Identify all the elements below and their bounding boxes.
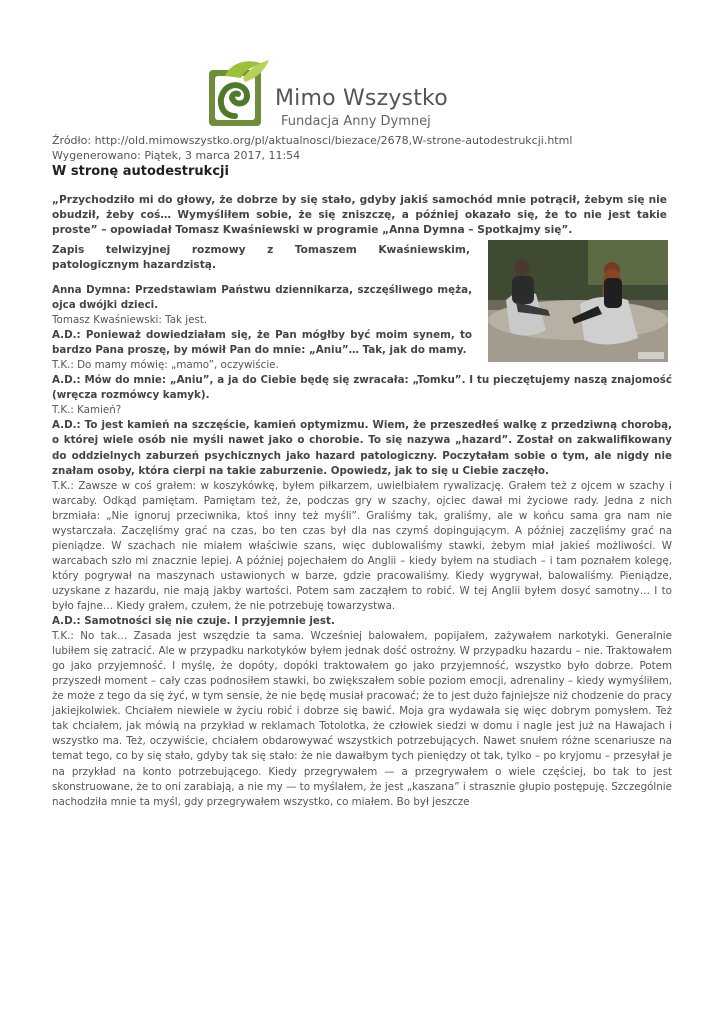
interviewee-line: T.K.: Do mamy mówię: „mamo”, oczywiście. [52,359,279,372]
interviewer-line: A.D.: Ponieważ dowiedziałam się, że Pan mógłby być moim synem, to bardzo Pana proszę, by mówił Pan do mnie: „Aniu”… Tak, jak do mamy. [52,329,472,357]
interviewer-line: A.D.: To jest kamień na szczęście, kamień optymizmu. Wiem, że przeszedłeś walkę z przedziwną chorobą, o której wiele osób nie myśli nawet jako o chorobie. To się nazywa „hazard”. Został on zakwalifikowany do oddzielnych zaburzeń psychicznych jako hazard patologiczny. Poczytałam sobie o tym, ale nigdy nie znałam osoby, która cierpi na takie zaburzenie. Opowiedz, jak to się u Ciebie zaczęło. [52,419,672,477]
article-title: W stronę autodestrukcji [52,164,229,179]
interviewee-line: T.K.: No tak… Zasada jest wszędzie ta sama. Wcześniej balowałem, popijałem, zażywałem narkotyki. Generalnie lubiłem się zatracić. Ale w przypadku narkotyków byłem jednak dość ostrożny. W przypadku hazardu – nie. Traktowałem go jako przyjemność. I myślę, że dopóty, dopóki traktowałem go jako przyjemność, wszystko było dobrze. Potem przyszedł moment – cały czas podnosiłem stawki, bo zwiększałem sobie poziom emocji, adrenaliny – kiedy wymyśliłem, że może z tego da się żyć, w tym sensie, że nie będę musiał pracować; że to jest dużo fajniejsze niż chodzenie do pracy jakiejkolwiek. Chciałem niewiele w życiu robić i dobrze się bawić. Moja gra wydawała się więc dobrym pomysłem. Też tak chciałem, jak mówią na przykład w reklamach Totolotka, że człowiek siedzi w domu i nagle jest już na Hawajach i wszystko ma. Też, oczywiście, chciałem obdarowywać wszystkich potrzebujących. Nawet snułem różne scenariusze na temat tego, co by się stało, gdyby tak się stało: że nie dawałbym tych pieniędzy ot tak, tylko – po kryjomu – przesyłał je na przykład na konto potrzebującego. Kiedy przegrywałem — a przegrywałem o wiele częściej, bo tak to jest skonstruowane, że to oni zarabiają, a nie my — to myślałem, że jest „kaszana” i strasznie głupio postępuję. Szczególnie nachodziła mnie ta myśl, gdy przegrywałem wszystko, co miałem. Bo był jeszcze [52,630,672,808]
interviewer-line: A.D.: Samotności się nie czuje. I przyjemnie jest. [52,615,335,628]
logo-subtitle: Fundacja Anny Dymnej [281,114,431,129]
interview-body [52,283,672,810]
logo [205,56,505,134]
foundation-logo-icon [205,56,271,130]
document-meta [52,133,572,163]
source-url: Źródło: http://old.mimowszystko.org/pl/aktualnosci/biezace/2678,W-strone-autodestrukcji.html [52,134,573,147]
logo-title: Mimo Wszystko [275,86,448,111]
interviewee-line: Tomasz Kwaśniewski: Tak jest. [52,314,208,327]
article-intro: Zapis telwizyjnej rozmowy z Tomaszem Kwaśniewskim, patologicznym hazardzistą. [52,244,470,271]
generated-date: Wygenerowano: Piątek, 3 marca 2017, 11:54 [52,149,301,162]
interviewer-line: Anna Dymna: Przedstawiam Państwu dziennikarza, szczęśliwego męża, ojca dwójki dzieci. [52,284,472,312]
interviewee-line: T.K.: Zawsze w coś grałem: w koszykówkę, byłem piłkarzem, uwielbiałem rywalizację. Grałem też z ojcem w szachy i warcaby. Odkąd pamiętam. Pamiętam też, że, podczas gry w szachy, ojciec dawał mi życiowe rady. Jedna z nich brzmiała: „Nie ignoruj przeciwnika, ktoś inny też myśli”. Graliśmy tak, graliśmy, ale w końcu sama gra nam nie wystarczała. Zaczęliśmy grać na czas, bo ten czas był dla nas czymś dopingującym. A później zaczęliśmy grać na pieniądze. W szachach nie miałem właściwie szans, więc dublowaliśmy stawki, żebym miał jakieś możliwości. W warcabach szło mi znacznie lepiej. A później pojechałem do Anglii – kiedy byłem na studiach – i tam poznałem kolegę, który pogrywał na maszynach ustawionych w barze, gdzie pracowaliśmy. Kiedy wygrywał, balowaliśmy. Pieniądze, uzyskane z hazardu, nie mają jakby wartości. Potem sam zacząłem to robić. W tej Anglii byłem dosyć samotny… I to było fajne… Kiedy grałem, czułem, że nie potrzebuję towarzystwa. [52,479,672,612]
interviewee-line: T.K.: Kamień? [52,404,122,417]
interviewer-line: A.D.: Mów do mnie: „Aniu”, a ja do Ciebie będę się zwracała: „Tomku”. I tu pieczętujemy naszą znajomość (wręcza rozmówcy kamyk). [52,374,672,402]
article-lead: „Przychodziło mi do głowy, że dobrze by się stało, gdyby jakiś samochód mnie potrącił, żebym się nie obudził, żeby coś… Wymyśliłem sobie, że się zniszczę, a później okazało się, że to nie jest takie proste” – opowiadał Tomasz Kwaśniewski w programie „Anna Dymna – Spotkajmy się”. [52,194,667,236]
